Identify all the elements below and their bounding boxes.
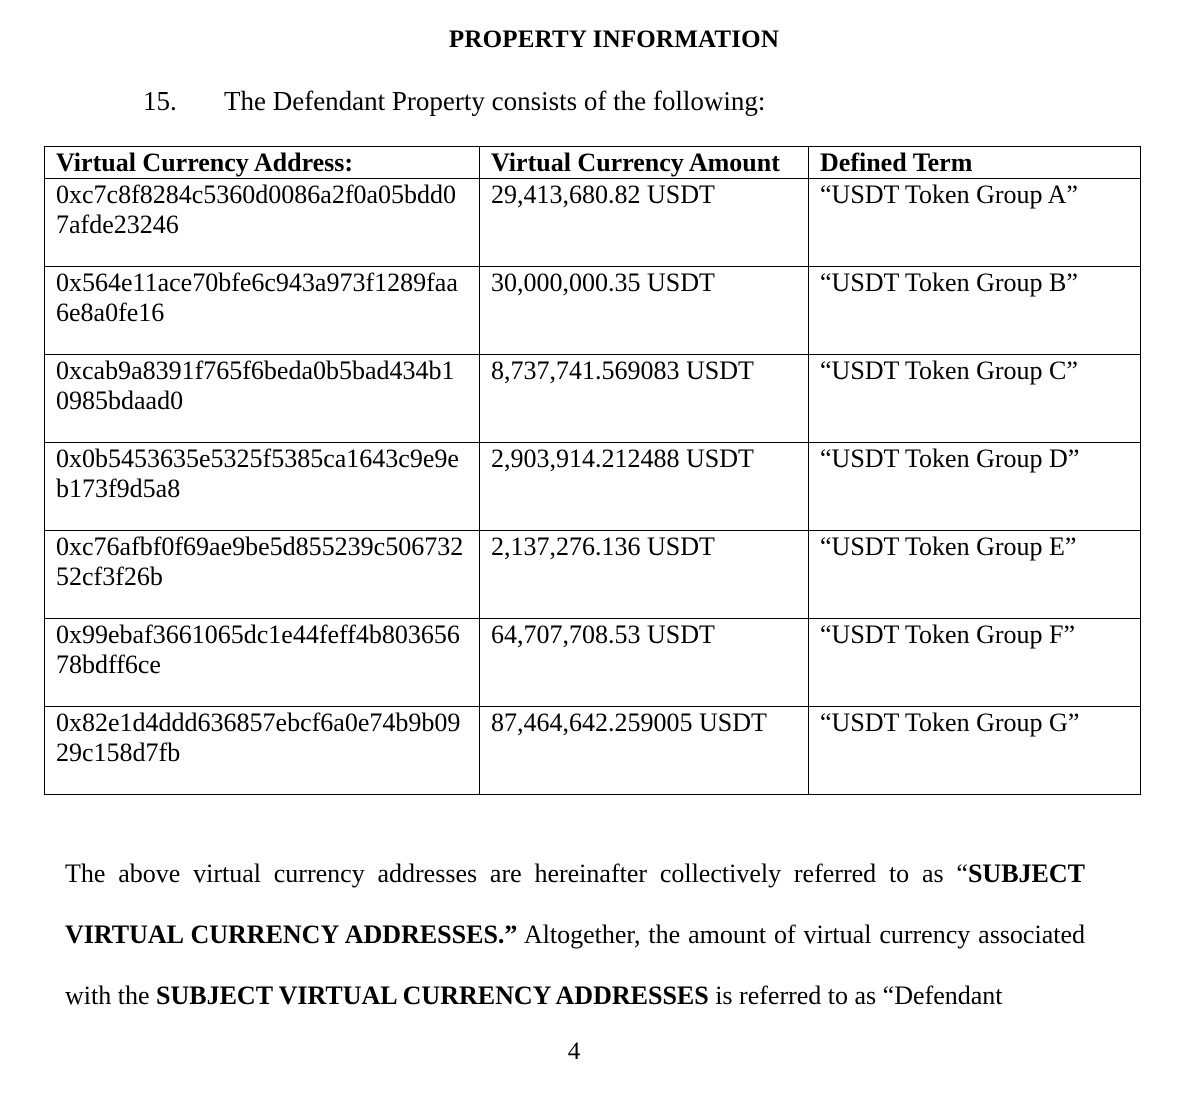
address-line-2: 0985bdaad0 bbox=[56, 386, 184, 415]
table-header-row bbox=[45, 147, 1141, 179]
address-cell bbox=[45, 267, 480, 355]
defined-term-bold: SUBJECT VIRTUAL CURRENCY ADDRESSES.” bbox=[65, 859, 1085, 949]
address-line-1: 0x0b5453635e5325f5385ca1643c9e9e bbox=[56, 444, 459, 473]
table-row bbox=[45, 443, 1141, 531]
address-cell bbox=[45, 531, 480, 619]
term-cell: “USDT Token Group C” bbox=[809, 355, 1141, 443]
address-column-header: Virtual Currency Address: bbox=[45, 147, 480, 179]
table-row bbox=[45, 355, 1141, 443]
table-row bbox=[45, 531, 1141, 619]
amount-cell: 87,464,642.259005 USDT bbox=[480, 707, 809, 795]
term-cell: “USDT Token Group A” bbox=[809, 179, 1141, 267]
address-cell bbox=[45, 619, 480, 707]
address-line-2: 52cf3f26b bbox=[56, 562, 163, 591]
paragraph-lead-text: The Defendant Property consists of the following: bbox=[224, 86, 766, 116]
amount-cell: 8,737,741.569083 USDT bbox=[480, 355, 809, 443]
address-line-2: 7afde23246 bbox=[56, 210, 179, 239]
address-line-1: 0xc7c8f8284c5360d0086a2f0a05bdd0 bbox=[56, 180, 457, 209]
address-cell bbox=[45, 707, 480, 795]
table-row bbox=[45, 179, 1141, 267]
address-line-1: 0x82e1d4ddd636857ebcf6a0e74b9b09 bbox=[56, 708, 461, 737]
term-cell: “USDT Token Group D” bbox=[809, 443, 1141, 531]
address-cell bbox=[45, 443, 480, 531]
table-row bbox=[45, 619, 1141, 707]
section-heading: PROPERTY INFORMATION bbox=[448, 26, 780, 53]
defendant-property-table bbox=[44, 146, 1141, 795]
address-line-1: 0xcab9a8391f765f6beda0b5bad434b1 bbox=[56, 356, 455, 385]
address-line-2: b173f9d5a8 bbox=[56, 474, 181, 503]
amount-cell: 64,707,708.53 USDT bbox=[480, 619, 809, 707]
term-cell: “USDT Token Group G” bbox=[809, 707, 1141, 795]
body-text-segment: is referred to as “Defendant bbox=[708, 981, 1003, 1010]
paragraph-number: 15. bbox=[143, 86, 177, 116]
body-text-segment: Altogether, the amount of virtual currency associated with the bbox=[65, 920, 1085, 1010]
amount-column-header: Virtual Currency Amount bbox=[480, 147, 809, 179]
term-cell: “USDT Token Group E” bbox=[809, 531, 1141, 619]
term-cell: “USDT Token Group B” bbox=[809, 267, 1141, 355]
address-line-2: 29c158d7fb bbox=[56, 738, 181, 767]
table-row bbox=[45, 267, 1141, 355]
address-line-2: 78bdff6ce bbox=[56, 650, 161, 679]
page-number: 4 bbox=[567, 1038, 581, 1065]
address-line-1: 0x564e11ace70bfe6c943a973f1289faa bbox=[56, 268, 458, 297]
amount-cell: 2,903,914.212488 USDT bbox=[480, 443, 809, 531]
body-text-segment: The above virtual currency addresses are hereinafter collectively referred to as “ bbox=[65, 859, 968, 888]
address-cell bbox=[45, 355, 480, 443]
amount-cell: 2,137,276.136 USDT bbox=[480, 531, 809, 619]
address-cell bbox=[45, 179, 480, 267]
body-paragraph bbox=[65, 843, 1085, 1026]
amount-cell: 29,413,680.82 USDT bbox=[480, 179, 809, 267]
term-column-header: Defined Term bbox=[809, 147, 1141, 179]
address-line-1: 0x99ebaf3661065dc1e44feff4b803656 bbox=[56, 620, 460, 649]
address-line-2: 6e8a0fe16 bbox=[56, 298, 165, 327]
term-cell: “USDT Token Group F” bbox=[809, 619, 1141, 707]
defined-term-bold: SUBJECT VIRTUAL CURRENCY ADDRESSES bbox=[156, 981, 709, 1010]
address-line-1: 0xc76afbf0f69ae9be5d855239c506732 bbox=[56, 532, 464, 561]
table-row bbox=[45, 707, 1141, 795]
amount-cell: 30,000,000.35 USDT bbox=[480, 267, 809, 355]
